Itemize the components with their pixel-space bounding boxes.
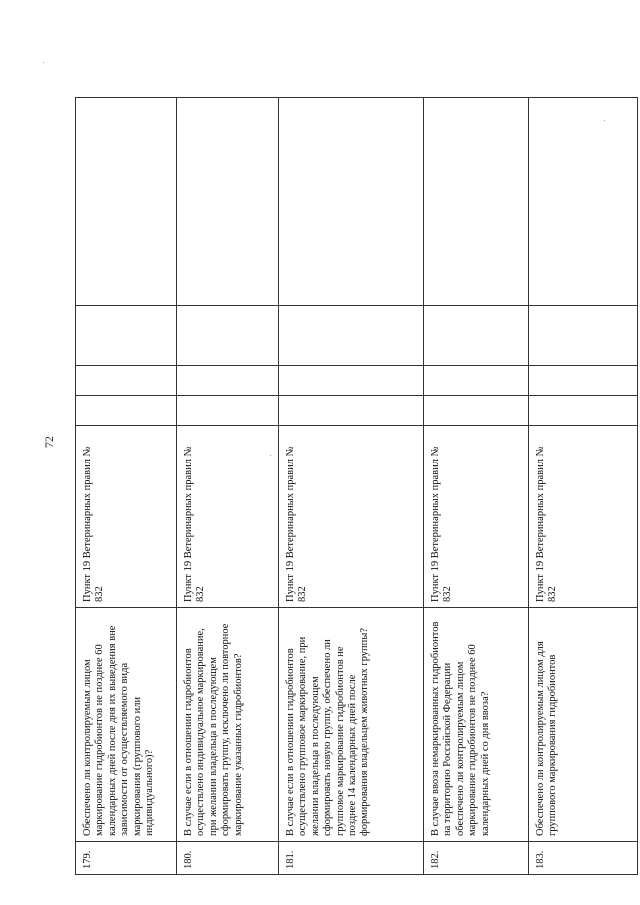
empty-cell xyxy=(424,366,529,396)
rotated-table-wrapper xyxy=(75,98,637,875)
row-number: 182. xyxy=(424,842,529,875)
empty-cell xyxy=(424,98,529,306)
empty-cell xyxy=(529,98,638,306)
question-cell: В случае ввоза немаркированных гидробионтов на территорию Российской Федерации обеспечено ли контролируемым лицом маркирование гидробионтов не позднее 60 календарных дней со дня ввоза? xyxy=(424,608,529,842)
empty-cell xyxy=(529,306,638,366)
question-cell: Обеспечено ли контролируемым лицом маркирование гидробионтов не позднее 60 календарных дней после дня их выведения вне зависимости от осуществляемого вида маркирования (группового или индивидуального)? xyxy=(76,608,177,842)
question-cell: В случае если в отношении гидробионтов осуществлено индивидуальное маркирование, при желании владельца в последующем сформировать группу, исключено ли повторное маркирование указанных гидробионтов? xyxy=(177,608,279,842)
question-cell: В случае если в отношении гидробионтов осуществлено групповое маркирование, при желании владельца в последующем сформировать новую группу, обеспечено ли групповое маркирование гидробионтов не позднее 14 календарных дней после формирования владельцем животных группы? xyxy=(279,608,424,842)
empty-cell xyxy=(279,306,424,366)
table-row xyxy=(529,98,638,875)
table-row xyxy=(177,98,279,875)
empty-cell xyxy=(177,98,279,306)
reference-cell: Пункт 19 Ветеринарных правил № 832 xyxy=(177,426,279,608)
empty-cell xyxy=(76,306,177,366)
empty-cell xyxy=(279,98,424,306)
empty-cell xyxy=(279,396,424,426)
question-cell: Обеспечено ли контролируемым лицом для группового маркирования гидробионтов xyxy=(529,608,638,842)
row-number: 180. xyxy=(177,842,279,875)
empty-cell xyxy=(279,366,424,396)
empty-cell xyxy=(529,396,638,426)
reference-cell: Пункт 19 Ветеринарных правил № 832 xyxy=(529,426,638,608)
empty-cell xyxy=(529,366,638,396)
table-row xyxy=(76,98,177,875)
scan-speck xyxy=(270,455,271,456)
checklist-table xyxy=(75,97,638,875)
table-row xyxy=(424,98,529,875)
row-number: 181. xyxy=(279,842,424,875)
page-number: 72 xyxy=(42,436,56,448)
empty-cell xyxy=(177,306,279,366)
row-number: 183. xyxy=(529,842,638,875)
scan-speck xyxy=(43,62,44,63)
reference-cell: Пункт 19 Ветеринарных правил № 832 xyxy=(76,426,177,608)
table-row xyxy=(279,98,424,875)
empty-cell xyxy=(76,98,177,306)
scan-speck xyxy=(604,120,605,121)
empty-cell xyxy=(76,366,177,396)
empty-cell xyxy=(424,396,529,426)
empty-cell xyxy=(76,396,177,426)
empty-cell xyxy=(177,396,279,426)
empty-cell xyxy=(424,306,529,366)
row-number: 179. xyxy=(76,842,177,875)
reference-cell: Пункт 19 Ветеринарных правил № 832 xyxy=(279,426,424,608)
reference-cell: Пункт 19 Ветеринарных правил № 832 xyxy=(424,426,529,608)
empty-cell xyxy=(177,366,279,396)
